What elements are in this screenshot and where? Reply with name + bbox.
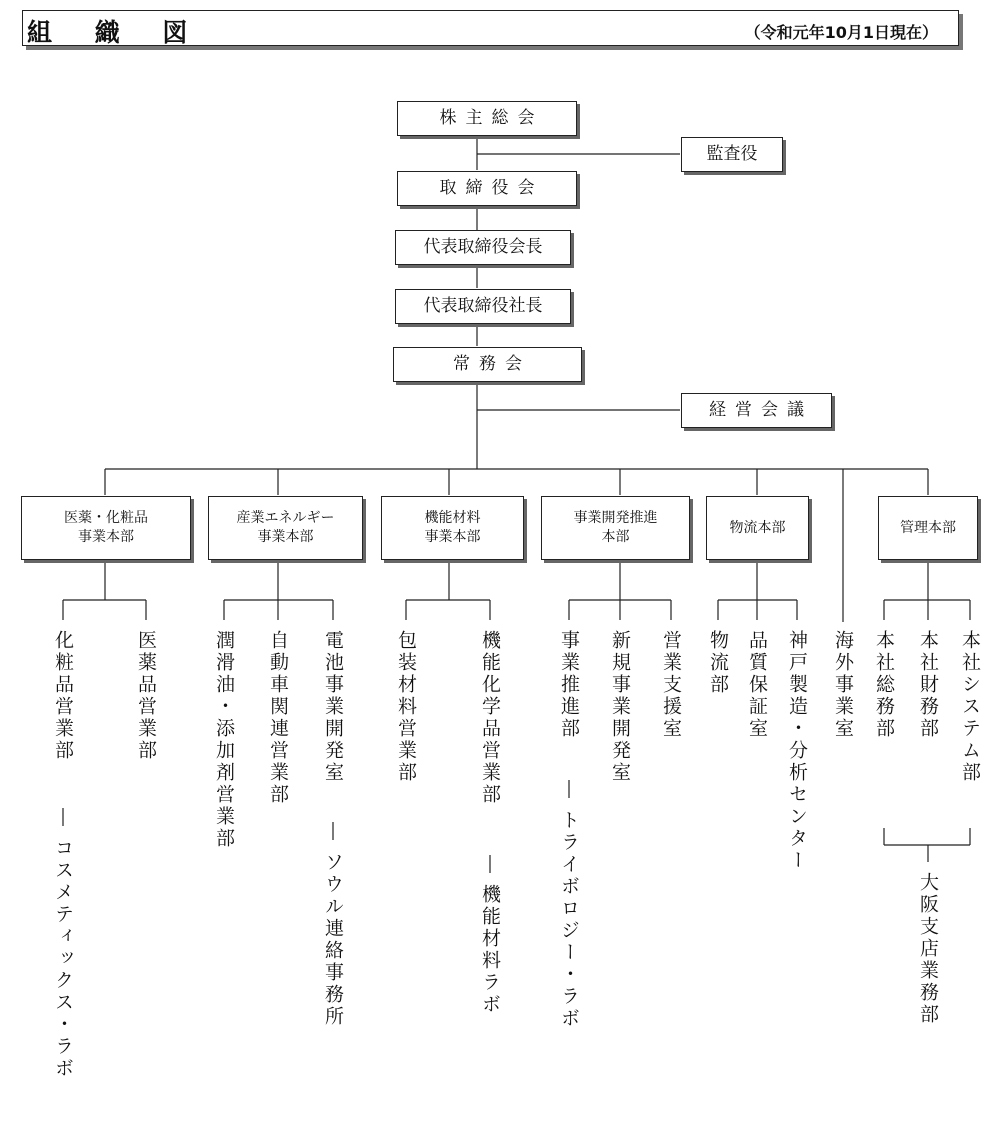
dept-packaging-sales: 包装材料営業部 [395, 630, 417, 784]
division-label-line1: 管理本部 [900, 519, 956, 536]
division-logistics [706, 496, 809, 560]
executive-committee-box: 常務会 [393, 347, 582, 382]
dept-cosmetics-lab: コスメティックス・ラボ [52, 838, 74, 1080]
dept-overseas-business: 海外事業室 [832, 630, 854, 740]
division-label-line1: 物流本部 [729, 519, 786, 536]
division-label-line1: 産業エネルギー [236, 510, 335, 526]
dept-business-promotion: 事業推進部 [558, 630, 580, 740]
page-title: 組 織 図 [27, 18, 205, 47]
chairman-box: 代表取締役会長 [395, 230, 571, 265]
division-industrial-energy [208, 496, 363, 560]
management-meeting-box: 経営会議 [681, 393, 832, 428]
division-label-line1: 医薬・化粧品 [64, 510, 148, 526]
dept-general-affairs: 本社総務部 [873, 630, 895, 740]
dept-kobe-manufacturing-analysis: 神戸製造・分析センター [786, 630, 808, 872]
shareholders-meeting-box: 株主総会 [397, 101, 577, 136]
division-business-development [541, 496, 690, 560]
board-of-directors-box: 取締役会 [397, 171, 577, 206]
dept-functional-chemicals-sales: 機能化学品営業部 [479, 630, 501, 806]
dept-sales-support: 営業支援室 [660, 630, 682, 740]
president-box: 代表取締役社長 [395, 289, 571, 324]
division-label-line2: 事業本部 [257, 529, 314, 545]
as-of-date: （令和元年10月1日現在） [744, 23, 938, 42]
division-functional-materials [381, 496, 524, 560]
dept-quality-assurance: 品質保証室 [746, 630, 768, 740]
dept-battery-development: 電池事業開発室 [322, 630, 344, 784]
dept-osaka-branch-operations: 大阪支店業務部 [917, 872, 939, 1026]
division-label-line2: 本部 [601, 529, 630, 545]
division-label-line2: 事業本部 [424, 529, 481, 545]
division-administration [878, 496, 978, 560]
division-label-line2: 事業本部 [78, 529, 134, 545]
division-label-line1: 機能材料 [424, 510, 481, 526]
division-label-line1: 事業開発推進 [573, 510, 658, 526]
dept-tribology-lab: トライボロジー・ラボ [558, 810, 580, 1030]
dept-automotive-sales: 自動車関連営業部 [267, 630, 289, 806]
dept-finance: 本社財務部 [917, 630, 939, 740]
dept-new-business-development: 新規事業開発室 [609, 630, 631, 784]
dept-cosmetics-sales: 化粧品営業部 [52, 630, 74, 762]
dept-systems: 本社システム部 [959, 630, 981, 784]
auditor-box: 監査役 [681, 137, 783, 172]
dept-functional-materials-lab: 機能材料ラボ [479, 884, 501, 1016]
dept-logistics: 物流部 [707, 630, 729, 696]
division-pharma-cosmetics [21, 496, 191, 560]
dept-pharma-sales: 医薬品営業部 [135, 630, 157, 762]
dept-seoul-liaison-office: ソウル連絡事務所 [322, 852, 344, 1028]
dept-lubricant-additive-sales: 潤滑油・添加剤営業部 [213, 630, 235, 850]
